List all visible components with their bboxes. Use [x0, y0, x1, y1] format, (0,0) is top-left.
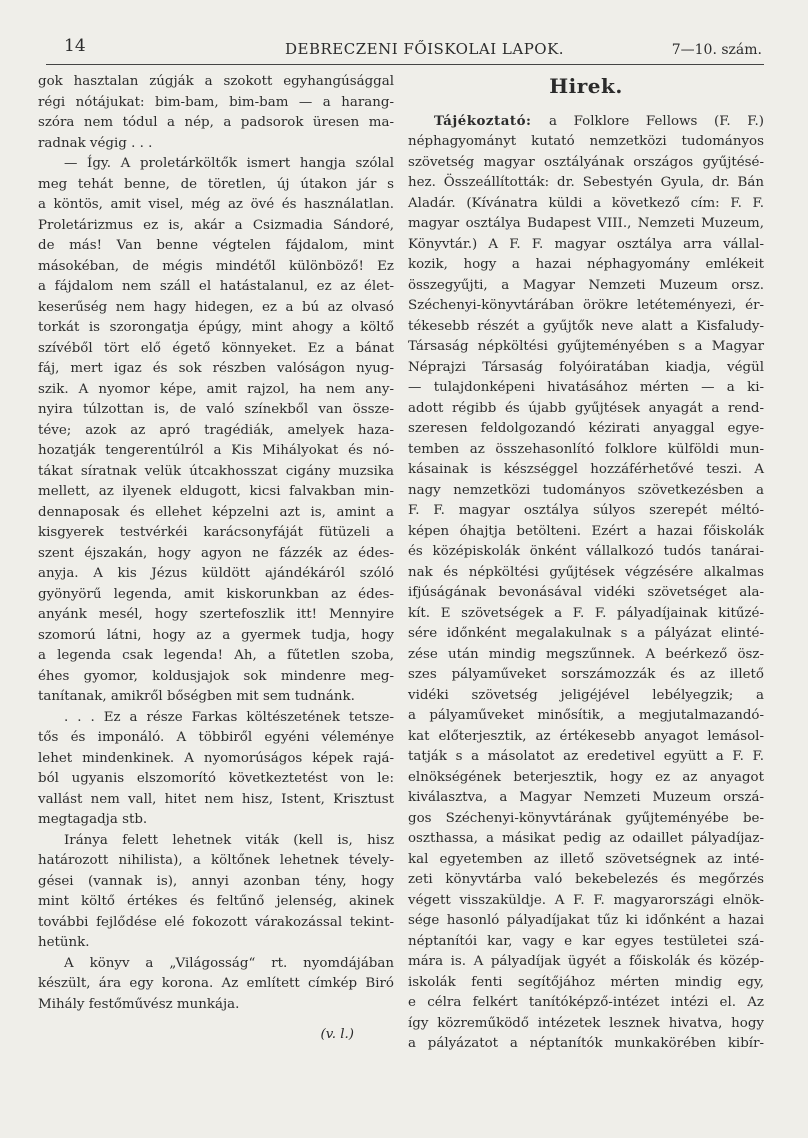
- text-line: [38, 216, 394, 237]
- line-text: sére időnként megalakulnak s a pályázat elinté-: [408, 626, 764, 641]
- text-line: [408, 645, 764, 666]
- line-text: de más! Van benne végtelen fájdalom, mint: [38, 238, 394, 253]
- text-line: [38, 708, 394, 729]
- line-text: F. F. magyar osztálya súlyos szerepét méltó-: [408, 503, 764, 518]
- line-text: Széchenyi-könyvtárában örökre letéteményezi, ér-: [408, 298, 764, 313]
- text-line: [408, 829, 764, 850]
- line-text: szes pályaműveket sorszámozzák és az illető: [408, 667, 764, 682]
- text-line: [38, 482, 394, 503]
- author-signature: (v. l.): [320, 1027, 354, 1042]
- line-text: szeresen feldolgozandó kézirati anyaggal egye-: [408, 421, 764, 436]
- line-text: a legenda csak legenda! Ah, a fűtetlen szoba,: [38, 648, 394, 663]
- text-line: [38, 503, 394, 524]
- text-line: [408, 317, 764, 338]
- text-line: [408, 378, 764, 399]
- text-line: [408, 460, 764, 481]
- line-text: ifjúságának bevonásával vidéki szövetséget ala-: [408, 585, 764, 600]
- text-line: [408, 911, 764, 932]
- line-text: zése után mindig megszűnnek. A beérkező ösz-: [408, 646, 764, 662]
- news-heading: Hirek.: [549, 74, 623, 98]
- text-line: [408, 747, 764, 768]
- line-text: gos Széchenyi-könyvtárának gyűjteményébe be-: [408, 810, 764, 826]
- text-line: [38, 913, 394, 934]
- line-text: nak és népköltési gyűjtések végzésére alkalmas: [408, 564, 764, 580]
- line-text: megtagadja stb.: [38, 812, 148, 827]
- line-text: tatják s a másolatot az eredetivel együtt a F. F.: [408, 749, 764, 764]
- header-rule: [46, 64, 764, 65]
- text-line: [38, 113, 394, 134]
- text-line: [38, 831, 394, 852]
- text-line: [38, 72, 394, 93]
- line-text: nyira túlzottan is, de való színekből van össze-: [38, 402, 394, 417]
- text-line: [408, 214, 764, 235]
- text-line: [408, 194, 764, 215]
- line-text: képen óhajtja betölteni. Ezért a hazai főiskolák: [408, 523, 764, 539]
- line-text: anyja. A kis Jézus küldött ajándékáról szóló: [38, 566, 394, 581]
- text-line: [38, 298, 394, 319]
- line-text: mára is. A pályadíjak ügyét a főiskolák és közép-: [408, 954, 764, 969]
- text-line: [38, 749, 394, 770]
- text-line: [408, 706, 764, 727]
- text-line: [408, 891, 764, 912]
- line-text: tákat síratnak velük útcakhosszat cigány muzsika: [38, 463, 394, 479]
- text-line: [38, 318, 394, 339]
- line-text: kít. E szövetségek a F. F. pályadíjainak kitűzé-: [408, 605, 764, 621]
- text-line: [38, 277, 394, 298]
- line-text: ból ugyanis elszomorító következtetést von le:: [38, 771, 394, 786]
- text-line: [38, 257, 394, 278]
- text-line: [38, 892, 394, 913]
- text-line: [38, 236, 394, 257]
- line-text: kásainak is készséggel hozzáférhetővé teszi. A: [408, 462, 764, 477]
- line-text: keserűség nem hagy hidegen, ez a bú az olvasó: [38, 299, 394, 315]
- text-line: [408, 850, 764, 871]
- line-text: tékesebb részét a gyűjtők neve alatt a Kisfaludy-: [408, 318, 764, 334]
- text-line: [408, 111, 764, 133]
- issue-number: 7—10. szám.: [671, 42, 762, 58]
- text-line: [408, 337, 764, 358]
- line-text: másokéban, de mégis mindétől különböző! Ez: [38, 258, 394, 274]
- text-line: [38, 851, 394, 872]
- text-line: [408, 583, 764, 604]
- line-text: szomorú látni, hogy az a gyermek tudja, hogy: [38, 627, 394, 643]
- line-text: magyar osztálya Budapest VIII., Nemzeti Muzeum,: [408, 216, 764, 231]
- text-line: [408, 132, 764, 153]
- text-line: [38, 400, 394, 421]
- text-line: [38, 626, 394, 647]
- text-line: [38, 154, 394, 175]
- line-text: készült, ára egy korona. Az említett címkép Biró: [38, 976, 394, 991]
- line-text: éhes gyomor, koldusjajok sok mindenre meg-: [38, 668, 394, 684]
- line-text: mellett, az ilyenek eldugott, kicsi falvakban min-: [38, 484, 394, 499]
- text-line: [408, 809, 764, 830]
- text-line: [38, 687, 394, 708]
- text-line: [38, 421, 394, 442]
- lead-label: Tájékoztató:: [434, 112, 549, 129]
- line-text: Proletárizmus ez is, akár a Csizmadia Sándoré,: [38, 217, 394, 233]
- text-line: [408, 358, 764, 379]
- text-line: [408, 993, 764, 1014]
- line-text: Könyvtár.) A F. F. magyar osztálya arra vállal-: [408, 236, 764, 252]
- line-text: régi nótájukat: bim-bam, bim-bam — a harang-: [38, 94, 394, 110]
- line-text: mint költő értékes és feltűnő jelenség, akinek: [38, 894, 394, 909]
- line-text: hetünk.: [38, 935, 90, 950]
- text-line: [408, 255, 764, 276]
- line-text: adott régibb és újabb gyűjtések anyagát a rend-: [408, 400, 764, 416]
- line-text: vidéki szövetség jeligéjével lebélyegzik; a: [408, 687, 764, 703]
- text-line: [38, 175, 394, 196]
- text-line: [408, 542, 764, 563]
- text-line: [38, 954, 394, 975]
- text-line: [408, 481, 764, 502]
- line-text: tős és imponáló. A többiről egyéni véleménye: [38, 730, 394, 745]
- line-text: szóra nem tódul a nép, a padsorok üresen ma-: [38, 115, 394, 130]
- line-text: Iránya felett lehetnek viták (kell is, hisz: [64, 832, 394, 848]
- line-text: zeti könyvtárba való bekebelezés és megőrzés: [408, 872, 764, 887]
- line-text: szent éjszakán, hogy agyon ne fázzék az édes-: [38, 545, 394, 561]
- line-text: kal egyetemben az illető szövetségnek az inté-: [408, 851, 764, 867]
- line-text: kat előterjesztik, az értékesebb anyagot lemásol-: [408, 728, 764, 744]
- page-number: 14: [64, 36, 86, 56]
- text-line: [38, 359, 394, 380]
- text-line: [408, 153, 764, 174]
- text-line: [408, 973, 764, 994]
- text-line: [38, 790, 394, 811]
- page-header: [40, 36, 780, 64]
- line-text: gései (vannak is), annyi azonban tény, hogy: [38, 873, 394, 889]
- text-line: [408, 768, 764, 789]
- text-line: [408, 727, 764, 748]
- line-text: szövetség magyar osztályának országos gyűjtésé-: [408, 154, 764, 170]
- line-text: szívéből tört elő égető könnyeket. Ez a bánat: [38, 340, 394, 356]
- line-text: néphagyományt kutató nemzetközi tudományos: [408, 134, 764, 149]
- text-line: [38, 564, 394, 585]
- text-line: [408, 665, 764, 686]
- text-line: [38, 523, 394, 544]
- line-text: elnökségének beterjesztik, hogy ez az anyagot: [408, 769, 764, 785]
- left-column: [38, 72, 394, 1046]
- line-text: . . . Ez a része Farkas költészetének tetsze-: [64, 709, 394, 725]
- line-text: — Így. A proletárköltők ismert hangja szólal: [64, 156, 394, 171]
- text-line: [38, 667, 394, 688]
- line-text: vallást nem vall, hitet nem hisz, Istent, Krisztust: [38, 791, 394, 807]
- line-text: és középiskolák önként vállalkozó tudós tanárai-: [408, 544, 764, 559]
- text-line: [38, 933, 394, 954]
- text-line: [38, 462, 394, 483]
- text-line: [408, 604, 764, 625]
- text-line: [408, 1034, 764, 1055]
- line-text: iskolák fenti segítőjához mérten mindig egy,: [408, 974, 764, 990]
- line-text: e célra felkért tanítóképző-intézet intézi el. Az: [408, 995, 764, 1010]
- line-text: további fejlődése elé fokozott várakozással tekint-: [38, 914, 394, 930]
- line-text: Társaság népköltési gyűjteményében s a Magyar: [408, 339, 764, 354]
- line-text: végett visszaküldje. A F. F. magyarországi elnök-: [408, 892, 764, 908]
- line-text: oszthassa, a másikat pedig az odaillet pályadíjaz-: [408, 831, 764, 846]
- line-text: lehet mindenkinek. A nyomorúságos képek rajá-: [38, 750, 394, 766]
- text-line: [38, 646, 394, 667]
- line-text: kisgyerek testvérkéi karácsonyfáját fütüzeli a: [38, 525, 394, 540]
- right-column: [408, 72, 764, 1055]
- line-text: a pályaműveket minősítik, a megjutalmazandó-: [408, 708, 764, 723]
- text-line: [38, 544, 394, 565]
- text-line: [408, 788, 764, 809]
- text-line: [38, 605, 394, 626]
- line-text: anyánk mesél, hogy szertefoszlik itt! Mennyire: [38, 607, 394, 622]
- text-line: [38, 810, 394, 831]
- line-text: torkát is szorongatja épúgy, mint ahogy a költő: [38, 320, 394, 335]
- text-line: [408, 624, 764, 645]
- line-text: tanítanak, amikről bőségben mit sem tudnánk.: [38, 689, 355, 704]
- line-text: néptanítói kar, vagy e kar egyes testületei szá-: [408, 933, 764, 949]
- text-line: [38, 769, 394, 790]
- text-line: [38, 134, 394, 155]
- line-text: radnak végig . . .: [38, 135, 153, 151]
- text-line: [38, 441, 394, 462]
- text-line: [408, 952, 764, 973]
- line-text: Néprajzi Társaság folyóiratában kiadja, végül: [408, 359, 764, 375]
- line-text: a pályázatot a néptanítók munkakörében kibír-: [408, 1036, 764, 1051]
- line-text: dennaposak és ellehet képzelni azt is, amint a: [38, 504, 394, 520]
- text-line: [408, 870, 764, 891]
- line-text: — tulajdonképeni hivatásához mérten — a ki-: [408, 380, 764, 395]
- text-line: [38, 585, 394, 606]
- line-text: fáj, mert igaz és sok részben valóságon nyug-: [38, 361, 394, 376]
- line-text: hez. Összeállították: dr. Sebestyén Gyula, dr. Bán: [408, 175, 764, 190]
- text-line: [408, 686, 764, 707]
- line-text: gok hasztalan zúgják a szokott egyhangúsággal: [38, 74, 394, 89]
- line-text: Mihály festőművész munkája.: [38, 996, 240, 1012]
- text-line: [408, 419, 764, 440]
- journal-title: DEBRECZENI FŐISKOLAI LAPOK.: [285, 40, 565, 58]
- text-line: [408, 296, 764, 317]
- text-line: [408, 501, 764, 522]
- text-line: [38, 195, 394, 216]
- line-text: összegyűjti, a Magyar Nemzeti Muzeum orsz.: [408, 277, 764, 293]
- line-text: téve; azok az apró tragédiák, amelyek haza-: [38, 422, 394, 438]
- line-text: határozott nihilista), a költőnek lehetnek tévely-: [38, 853, 394, 868]
- line-text: hozatják tengerentúlról a Kis Mihályokat és nó-: [38, 443, 394, 458]
- line-text: kozik, hogy a hazai néphagyomány emlékeit: [408, 257, 764, 272]
- line-text: a Folklore Fellows (F. F.): [549, 113, 764, 129]
- text-line: [408, 932, 764, 953]
- text-line: [38, 93, 394, 114]
- line-text: sége hasonló pályadíjakat tűz ki időnként a hazai: [408, 913, 764, 928]
- line-text: Aladár. (Kívánatra küldi a következő cím: F. F.: [408, 195, 764, 211]
- text-line: [408, 1014, 764, 1035]
- text-line: [408, 563, 764, 584]
- text-line: [408, 276, 764, 297]
- text-line: [38, 728, 394, 749]
- line-text: a köntös, amit visel, még az övé és használatlan.: [38, 197, 394, 212]
- line-text: kiválasztva, a Magyar Nemzeti Muzeum orszá-: [408, 790, 764, 805]
- text-line: [38, 872, 394, 893]
- text-line: [408, 235, 764, 256]
- line-text: meg tehát benne, de töretlen, új útakon jár s: [38, 176, 394, 192]
- line-text: temben az összehasonlító folklore külföldi mun-: [408, 441, 764, 457]
- text-line: [408, 173, 764, 194]
- text-line: [38, 995, 394, 1016]
- line-text: a fájdalom nem száll el hatástalanul, ez az élet-: [38, 279, 394, 294]
- text-line: [38, 339, 394, 360]
- text-line: [38, 380, 394, 401]
- text-line: [408, 399, 764, 420]
- line-text: szik. A nyomor képe, amit rajzol, ha nem any-: [38, 381, 394, 397]
- text-line: [408, 440, 764, 461]
- text-line: [38, 974, 394, 995]
- line-text: A könyv a „Világosság“ rt. nyomdájában: [64, 955, 394, 971]
- line-text: így közreműködő intézetek lesznek hivatva, hogy: [408, 1015, 764, 1031]
- text-line: [408, 522, 764, 543]
- line-text: nagy nemzetközi tudományos szövetkezésben a: [408, 482, 764, 498]
- line-text: gyönyörű legenda, amit kiskorunkban az édes-: [38, 586, 394, 602]
